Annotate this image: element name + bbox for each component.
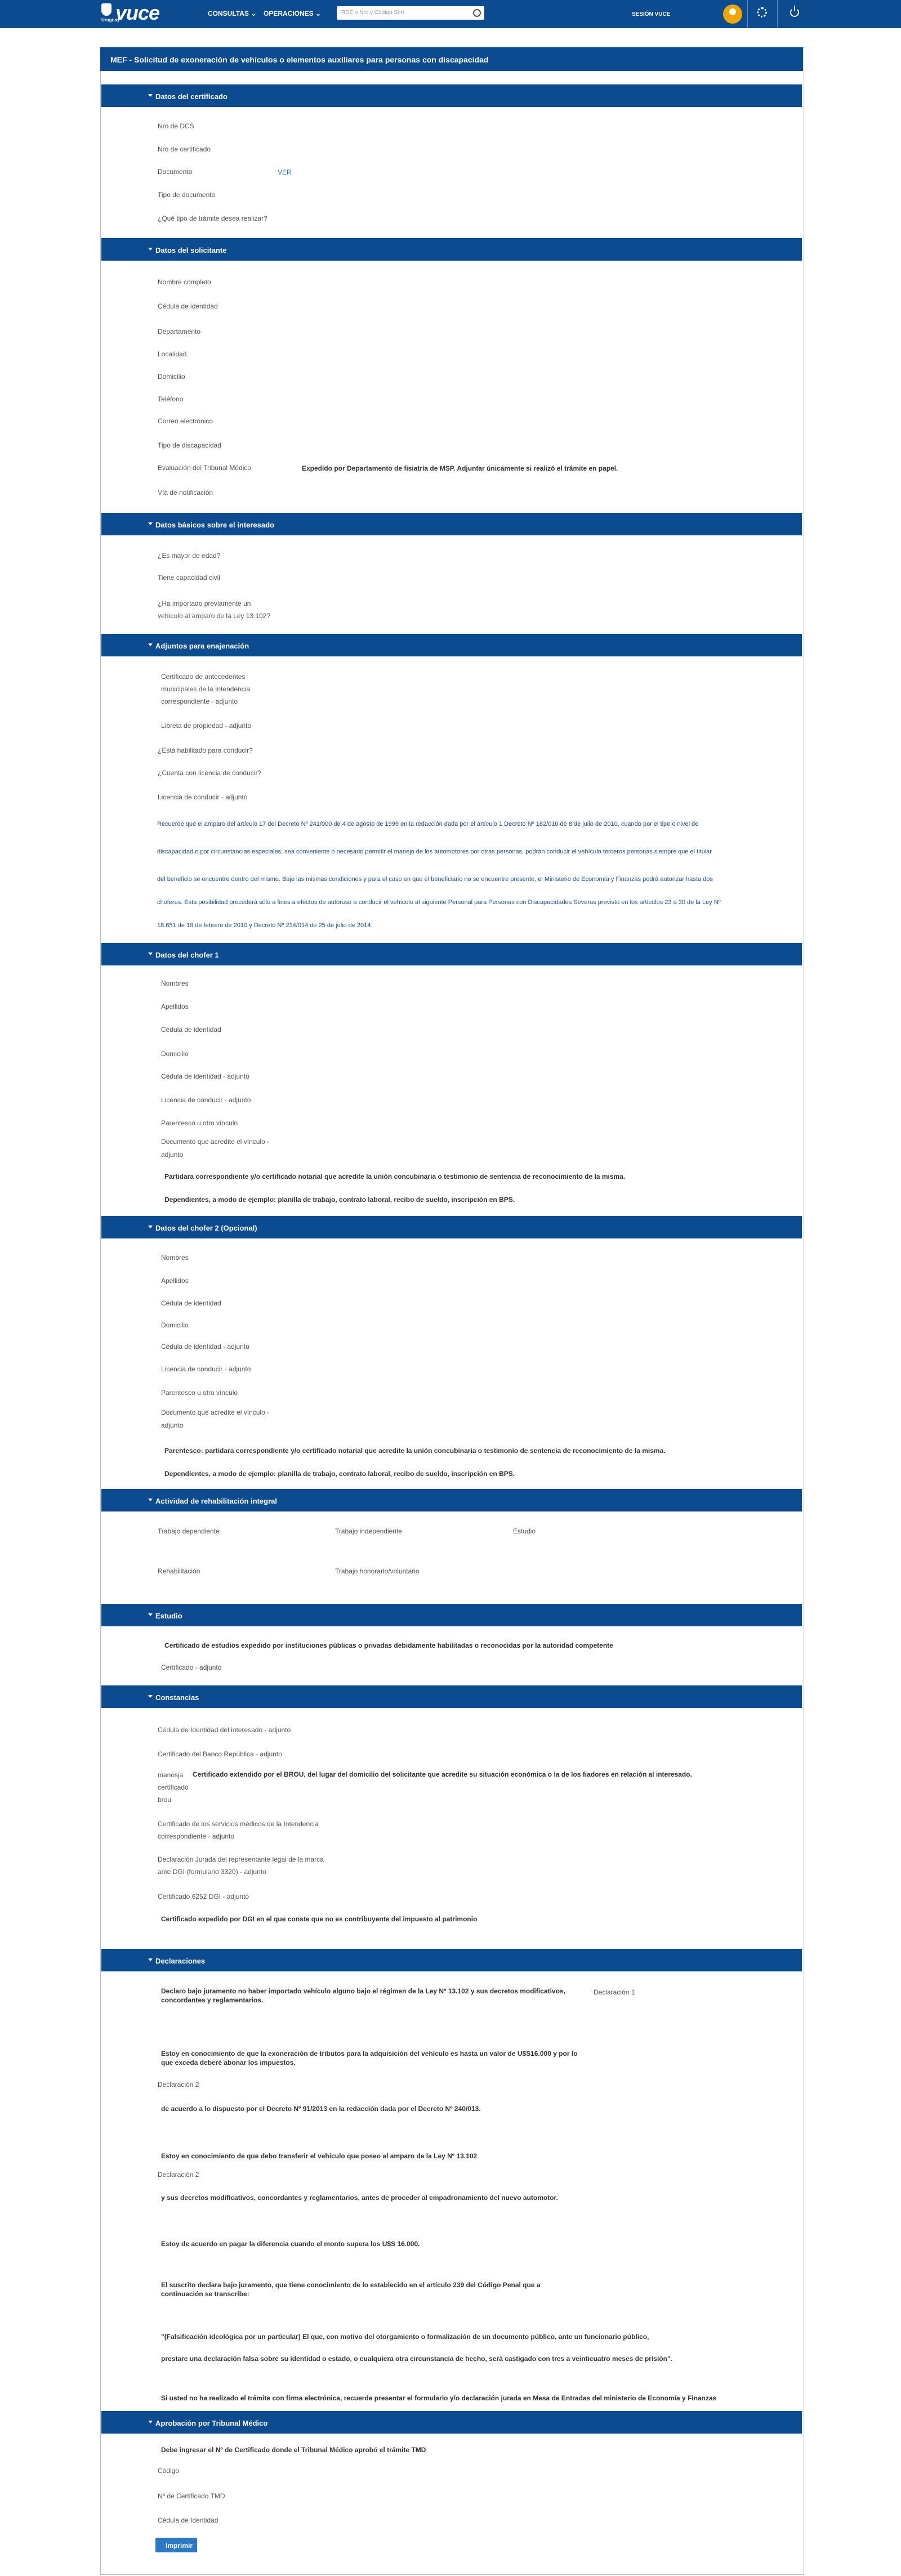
field-label: Documento que acredite el vínculo - [161, 1408, 270, 1416]
declaration-text: que exceda deberé abonar los impuestos. [161, 2059, 296, 2067]
field-label: Tiene capacidad civil [158, 574, 220, 582]
field-label: Teléfono [158, 395, 184, 403]
field-label: adjunto [161, 1421, 184, 1429]
field-label: Evaluación del Tribunal Médico [158, 464, 252, 472]
logo-country: Uruguay [101, 17, 120, 23]
declaration-text: Si usted no ha realizado el trámite con firma electrónica, recuerde presentar el formulario y/o declaración jurada en Mesa de Entradas del ministerio de Economía y Finanzas [161, 2394, 717, 2402]
uruguay-shield-icon [101, 3, 111, 16]
field-label: ¿Es mayor de edad? [158, 552, 221, 560]
section-title: Declaraciones [155, 1957, 206, 1965]
field-label: ¿Ha importado previamente un [158, 600, 251, 607]
print-button-label: Imprimir [166, 2542, 193, 2550]
avatar[interactable] [723, 5, 742, 24]
section-datos-certificado[interactable] [101, 84, 802, 107]
section-title: Datos básicos sobre el interesado [155, 521, 274, 529]
field-label: manosja [158, 1771, 184, 1779]
declaration-label: Declaración 1 [594, 1988, 635, 1996]
gear-icon[interactable] [757, 7, 767, 17]
field-label: Cédula de identidad [161, 1026, 221, 1034]
page-title [100, 47, 803, 71]
page-title-text: MEF - Solicitud de exoneración de vehículos o elementos auxiliares para personas con discapacidad [110, 55, 489, 64]
section-title: Datos del chofer 1 [155, 951, 219, 959]
info-text: choferes. Esta posibilidad procederá sólo a fines a efectos de autorizar a conducir el vehículo al siguiente Personal para Personas con Discapacidades Severas previsto en los artículos 23 a 30 de la Ley Nº [157, 899, 721, 906]
search-input[interactable] [337, 6, 484, 20]
field-label: Cédula de identidad - adjunto [161, 1072, 249, 1080]
declaration-text: Estoy en conocimiento de que debo transferir el vehículo que poseo al amparo de la Ley Nº 13.102 [161, 2152, 478, 2160]
evaluation-note: Expedido por Departamento de fisiatría de MSP. Adjuntar únicamente si realizó el trámite en papel. [302, 464, 618, 472]
section-title: Estudio [155, 1612, 182, 1620]
declaration-text: "(Falsificación ideológica por un particular) El que, con motivo del otorgamiento o formalización de un documento público, ante un funcionario público, [161, 2333, 649, 2341]
info-text: 18.651 de 19 de febrero de 2010 y Decreto Nº 214/014 de 25 de julio de 2014. [157, 922, 373, 929]
declaration-label: Declaración 2 [158, 2171, 199, 2179]
field-label: Nombre completo [158, 278, 211, 286]
field-label: Parentesco u otro vínculo [161, 1389, 238, 1397]
field-label: Cédula de Identidad del interesado - adjunto [158, 1726, 291, 1734]
option-label: Rehabilitación [158, 1567, 200, 1575]
field-label: Documento que acredite el vínculo - [161, 1138, 270, 1146]
section-title: Actividad de rehabilitación integral [155, 1497, 277, 1505]
field-label: Nombres [161, 1254, 189, 1262]
field-label: ante DGI (formulario 3320) - adjunto [158, 1868, 266, 1876]
field-label: Certificado de los servicios médicos de la Intendencia [158, 1820, 319, 1828]
chevron-down-icon [148, 1226, 153, 1228]
top-bar [0, 0, 901, 28]
field-label: brou [158, 1796, 172, 1804]
chevron-down-icon [148, 522, 153, 525]
print-button[interactable] [155, 2538, 197, 2552]
field-label: Cédula de identidad [158, 302, 218, 310]
field-label: Licencia de conducir - adjunto [161, 1365, 251, 1373]
field-label: Nº de Certificado TMD [158, 2492, 225, 2500]
field-label: certificado [158, 1783, 189, 1791]
section-title: Adjuntos para enajenación [155, 642, 249, 650]
declaration-text: y sus decretos modificativos, concordantes y reglamentarios, antes de proceder al empadronamiento del nuevo automotor. [161, 2194, 558, 2202]
field-label: Cédula de identidad - adjunto [161, 1343, 249, 1350]
section-aprobacion-tribunal[interactable] [101, 2411, 802, 2434]
chevron-down-icon [148, 2421, 153, 2423]
chevron-down-icon [148, 1499, 153, 1501]
declaration-text: Declaro bajo juramento no haber importado vehículo alguno bajo el régimen de la Ley Nº 13.102 y sus decretos modificativos, [161, 1987, 565, 1995]
declaration-text: Estoy en conocimiento de que la exoneración de tributos para la adquisición del vehículo es hasta un valor de U$S16.000 y por lo [161, 2050, 578, 2058]
field-label: Tipo de documento [158, 191, 216, 199]
nav-operaciones[interactable]: OPERACIONES ⌄ [264, 10, 322, 17]
declaration-label: Declaración 2 [158, 2081, 199, 2088]
field-label: Licencia de conducir - adjunto [161, 1096, 251, 1104]
divider [747, 0, 748, 28]
info-text: del beneficio se encuentre dentro del mismo. Bajo las mismas condiciones y para el caso en que el beneficiario no se encuentre presente, el Ministerio de Economía y Finanzas podrá autorizar hasta dos [157, 876, 713, 883]
chevron-down-icon [148, 952, 153, 955]
section-datos-chofer-2[interactable] [101, 1216, 802, 1238]
section-title: Datos del solicitante [155, 246, 227, 254]
help-text: Dependientes, a modo de ejemplo: planilla de trabajo, contrato laboral, recibo de sueldo, inscripción en BPS. [164, 1470, 515, 1478]
field-label: ¿Está habilitado para conducir? [158, 746, 253, 754]
power-icon[interactable] [790, 8, 799, 17]
field-label: Certificado - adjunto [161, 1663, 222, 1671]
field-label: Certificado del Banco República - adjunto [158, 1750, 282, 1758]
info-text: discapacidad o por circunstancias especiales, sea conveniente o necesario permitir el manejo de los automotores por otras personas, podrán conducir el vehículo terceros personas siempre que el titular [157, 848, 712, 855]
field-label: vehículo al amparo de la Ley 13.102? [158, 612, 271, 620]
search-icon[interactable] [473, 9, 481, 17]
option-label: Trabajo dependiente [158, 1527, 220, 1535]
field-label: Departamento [158, 328, 201, 336]
field-label: Localidad [158, 350, 187, 358]
help-text: Partidara correspondiente y/o certificado notarial que acredite la unión concubinaria o testimonio de sentencia de reconocimiento de la misma. [164, 1173, 626, 1180]
search-placeholder: RDE o Nro y Código Sort [341, 10, 404, 16]
chevron-down-icon [148, 248, 153, 251]
section-title: Constancias [155, 1693, 199, 1702]
option-label: Trabajo independiente [335, 1527, 402, 1535]
declaration-text: El suscrito declara bajo juramento, que tiene conocimiento de lo establecido en el artículo 239 del Código Penal que a [161, 2281, 541, 2289]
section-datos-basicos[interactable] [101, 513, 802, 535]
help-text: Certificado extendido por el BROU, del lugar del domicilio del solicitante que acredite su situación económica o la de los fiadores en relación al interesado. [193, 1770, 692, 1778]
field-label: Parentesco u otro vínculo [161, 1119, 238, 1127]
chevron-down-icon [148, 1958, 153, 1961]
chevron-down-icon [148, 1613, 153, 1616]
option-label: Trabajo honorario/voluntario [335, 1567, 420, 1575]
section-declaraciones[interactable] [101, 1949, 802, 1971]
help-text: Debe ingresar el Nº de Certificado donde el Tribunal Médico aprobó el trámite TMD [161, 2446, 426, 2454]
field-label: Libreta de propiedad - adjunto [161, 722, 252, 730]
field-label: correspondiente - adjunto [158, 1832, 235, 1840]
field-label: ¿Qué tipo de trámite desea realizar? [158, 214, 267, 222]
nav-consultas[interactable]: CONSULTAS ⌄ [208, 10, 257, 17]
field-label: Correo electrónico [158, 417, 213, 425]
section-title: Datos del chofer 2 (Opcional) [155, 1224, 257, 1232]
field-label: Código [158, 2467, 180, 2475]
help-text: Certificado expedido por DGI en el que conste que no es contribuyente del impuesto al patrimonio [161, 1915, 478, 1923]
info-text: Recuerde que el amparo del artículo 17 del Decreto Nº 241/000 de 4 de agosto de 1999 en la redacción dada por el artículo 1 Decreto Nº 162/010 de 8 de julio de 2010, cuando por el tipo o nivel de [157, 821, 699, 828]
help-text: Certificado de estudios expedido por instituciones públicas o privadas debidamente habilitadas o reconocidas por la autoridad competente [164, 1642, 613, 1649]
chevron-down-icon [148, 643, 153, 646]
document-view-link[interactable]: VER [278, 168, 292, 176]
declaration-text: Estoy de acuerdo en pagar la diferencia cuando el monto supera los U$S 16.000. [161, 2240, 420, 2248]
help-text: Dependientes, a modo de ejemplo: planilla de trabajo, contrato laboral, recibo de sueldo, inscripción en BPS. [164, 1196, 515, 1204]
field-label: Certificado de antecedentes [161, 673, 246, 681]
field-label: Licencia de conducir - adjunto [158, 793, 248, 801]
field-label: Vía de notificación [158, 489, 213, 497]
chevron-down-icon [148, 1695, 153, 1698]
declaration-text: concordantes y reglamentarios. [161, 1996, 264, 2004]
declaration-text: prestare una declaración falsa sobre su identidad o estado, o cualquiera otra circunstancia de hecho, será castigado con tres a veinticuatro meses de prisión". [161, 2355, 672, 2363]
field-label: correspondiente - adjunto [161, 697, 238, 705]
chevron-down-icon [148, 94, 153, 97]
section-actividad-rehabilitacion[interactable] [101, 1489, 802, 1511]
field-label: Tipo de discapacidad [158, 441, 221, 449]
field-label: Domicilio [161, 1050, 189, 1058]
field-label: adjunto [161, 1151, 184, 1159]
field-label: Cédula de Identidad [158, 2516, 218, 2524]
field-label: Declaración Jurada del representante legal de la marca [158, 1855, 324, 1863]
field-label: Nro de certificado [158, 145, 211, 153]
field-label: Domicilio [158, 373, 185, 381]
field-label: Certificado 6252 DGI - adjunto [158, 1893, 249, 1900]
field-label: Apellidos [161, 1277, 189, 1285]
field-label: municipales de la Intendencia [161, 685, 251, 693]
section-adjuntos-enajenacion[interactable] [101, 634, 802, 656]
section-datos-chofer-1[interactable] [101, 943, 802, 965]
declaration-text: de acuerdo a lo dispuesto por el Decreto Nº 91/2013 en la redacción dada por el Decreto Nº 240/013. [161, 2105, 481, 2113]
section-title: Aprobación por Tribunal Médico [155, 2419, 268, 2427]
section-constancias[interactable] [101, 1685, 802, 1708]
section-title: Datos del certificado [155, 92, 228, 101]
field-label: Nombres [161, 980, 189, 987]
option-label: Estudio [513, 1527, 536, 1535]
user-session-label[interactable]: SESIÓN VUCE [632, 11, 671, 17]
field-label: Documento [158, 168, 193, 176]
divider [777, 0, 778, 28]
field-label: Domicilio [161, 1321, 189, 1329]
field-label: ¿Cuenta con licencia de conducir? [158, 769, 262, 777]
section-estudio[interactable] [101, 1604, 802, 1626]
declaration-text: continuación se transcribe: [161, 2290, 249, 2298]
section-datos-solicitante[interactable] [101, 238, 802, 261]
field-label: Apellidos [161, 1003, 189, 1010]
vuce-logo[interactable]: vuce [115, 1, 160, 24]
field-label: Cédula de identidad [161, 1299, 221, 1307]
field-label: Nro de DCS [158, 122, 194, 130]
help-text: Parentesco: partidara correspondiente y/o certificado notarial que acredite la unión concubinaria o testimonio de sentencia de reconocimiento de la misma. [164, 1447, 666, 1455]
